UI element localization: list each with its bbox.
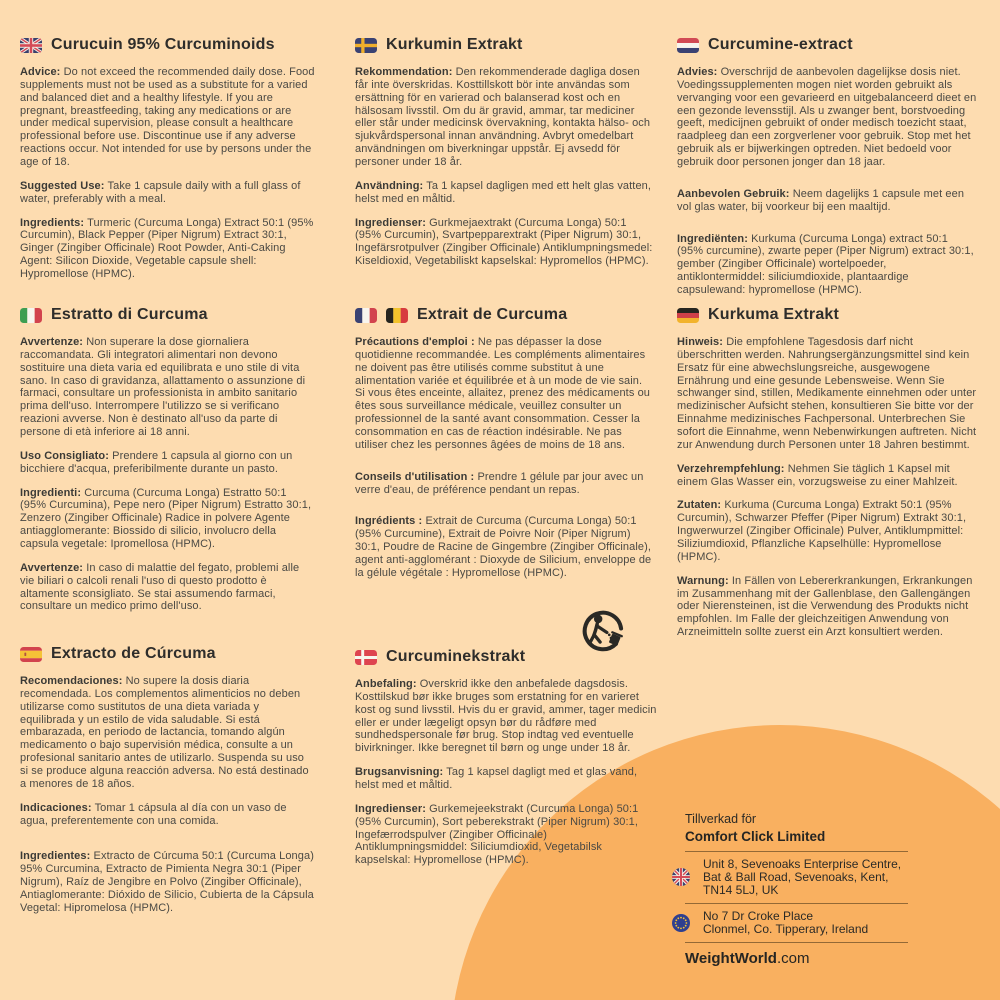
divider [685, 942, 908, 943]
ingredients-paragraph: Ingredienser: Gurkemejeekstrakt (Curcuma Longa) 50:1 (95% Curcumin), Sort peberekstrakt (Piper Nigrum) 30:1, Ingefærrodspulver (Zingiber Officinale) Antiklumpningsmiddel: Siliciumdioxid, Vegetabilsk kapselskal: Hypromellose (HPMC). [355, 802, 639, 867]
germany-flag-icon [677, 308, 699, 323]
eu-flag-round-icon [672, 914, 690, 932]
spain-flag-icon [20, 647, 42, 662]
netherlands-flag-icon [677, 38, 699, 53]
warning-paragraph: Avvertenze: In caso di malattie del fegato, problemi alle vie biliari o calcoli renali l'uso di questo prodotto è altamente sconsigliato. Se stai assumendo farmaci, consultare un medico primo dell'uso. [20, 561, 300, 613]
ingredients-paragraph: Zutaten: Kurkuma (Curcuma Longa) Extrakt 50:1 (95% Curcumin), Schwarzer Pfeffer (Piper Nigrum) Extrakt 30:1, Ingwerwurzel (Zingiber Officinale) Pulver, Antiklumpmittel: Siliziumdioxid, Pflanzliche Kapselhülle: Hypromellose (HPMC). [677, 499, 967, 563]
suggested-use-paragraph: Verzehrempfehlung: Nehmen Sie täglich 1 Kapsel mit einem Glas Wasser ein, vorzugsweise zu einer Mahlzeit. [677, 462, 958, 488]
uk-flag-round-icon [672, 868, 690, 886]
advice-paragraph: Recomendaciones: No supere la dosis diaria recomendada. Los complementos alimenticios no deben utilizarse como sustitutos de una dieta variada y equilibrada y un estilo de vida saludable. Si está embarazada, en periodo de lactancia, tomando algún medicamento o bajo supervisión médica, consulte a un profesional sanitario antes de utilizarlo. Suspenda su uso si se produce alguna reacción adversa. No está destinado a menores de 18 años. [20, 675, 309, 790]
suggested-use-paragraph: Uso Consigliato: Prendere 1 capsula al giorno con un bicchiere d'acqua, preferibilmente durante un pasto. [20, 449, 293, 475]
suggested-use-paragraph: Aanbevolen Gebruik: Neem dagelijks 1 capsule met een vol glas water, bij voorkeur bij een maaltijd. [677, 187, 965, 213]
block-title: Curcuminekstrakt [386, 648, 526, 665]
tidyman-litter-icon [578, 606, 628, 656]
manufacturer-info [672, 812, 912, 967]
suggested-use-paragraph: Indicaciones: Tomar 1 cápsula al día con un vaso de agua, preferentemente con una comida. [20, 801, 287, 827]
italy-flag-icon [20, 308, 42, 323]
block-french [355, 306, 655, 599]
uk-flag-icon [20, 38, 42, 53]
made-for-label: Tillverkad för [685, 812, 757, 826]
block-title: Kurkumin Extrakt [386, 36, 523, 53]
block-english [20, 36, 315, 292]
block-spanish [20, 645, 315, 926]
suggested-use-paragraph: Användning: Ta 1 kapsel dagligen med ett helt glas vatten, helst med en måltid. [355, 179, 652, 205]
suggested-use-paragraph: Conseils d'utilisation : Prendre 1 gélule par jour avec un verre d'eau, de préférence pendant un repas. [355, 470, 644, 496]
block-dutch [677, 36, 977, 316]
block-title: Kurkuma Extrakt [708, 306, 840, 323]
ingredients-paragraph: Ingrédients : Extrait de Curcuma (Curcuma Longa) 50:1 (95% Curcumine), Extrait de Poivre Noir (Piper Nigrum) 30:1, Poudre de Racine de Gingembre (Zingiber Officinale), agent anti-agglomérant : Dioxyde de Silicium, enveloppe de la gélule végétale : Hypromellose (HPMC). [355, 515, 652, 579]
block-title: Curucuin 95% Curcuminoids [51, 36, 275, 53]
block-title: Extracto de Cúrcuma [51, 645, 216, 662]
advice-paragraph: Rekommendation: Den rekommenderade dagliga dosen får inte överskridas. Kosttillskott bör inte användas som ersättning för en varierad och balanserad kost och en hälsosam livsstil. Om du är gravid, ammar, tar mediciner eller står under medicinsk övervakning, kontakta hälso- och sjukvårdspersonal innan användning. Avbryt omedelbart användningen om biverkningar uppstår. Ej avsedd för personer under 18 år. [355, 66, 651, 169]
block-italian [20, 306, 315, 624]
ingredients-paragraph: Ingredients: Turmeric (Curcuma Longa) Extract 50:1 (95% Curcumin), Black Pepper (Piper Nigrum) Extract 30:1, Ginger (Zingiber Officinale) Root Powder, Anti-Caking Agent: Silicon Dioxide, Vegetable capsule shell: Hypromellose (HPMC). [20, 216, 314, 281]
ingredients-paragraph: Ingredientes: Extracto de Cúrcuma 50:1 (Curcuma Longa) 95% Curcumina, Extracto de Pimienta Negra 30:1 (Piper Nigrum), Raíz de Jengibre en Polvo (Zingiber Officinale), Antiaglomerante: Dióxido de Silicio, Cubierta de la Cápsula Vegetal: Hipromelosa (HPMC). [20, 850, 314, 914]
eu-address-row [672, 904, 912, 942]
block-swedish [355, 36, 655, 279]
advice-paragraph: Hinweis: Die empfohlene Tagesdosis darf nicht überschritten werden. Nahrungsergänzungsmittel sind kein Ersatz für eine abwechslungsreiche, ausgewogene Ernährung und eine gesunde Lebensweise. Wenn Sie schwanger sind, stillen, Medikamente einnehmen oder unter medizinischer Aufsicht stehen, konsultieren Sie bitte vor der Einnahme medizinisches Fachpersonal. Unterbrechen Sie sofort die Einnahme, wenn Nebenwirkungen auftreten. Nicht zur Anwendung durch Personen unter 18 Jahren bestimmt. [677, 336, 977, 451]
advice-paragraph: Anbefaling: Overskrid ikke den anbefalede dagsdosis. Kosttilskud bør ikke bruges som erstatning for en varieret kost og sund livsstil. Hvis du er gravid, ammer, tager medicin eller er under lægeligt opsyn bør du rådføre med sundhedspersonale før brug. Stop indtag ved eventuelle bivirkninger. Ikke beregnet til børn og unge under 18 år. [355, 678, 657, 755]
eu-address: No 7 Dr Croke Place Clonmel, Co. Tipperary, Ireland [703, 908, 869, 936]
belgium-flag-icon [386, 308, 408, 323]
ingredients-paragraph: Ingredienti: Curcuma (Curcuma Longa) Estratto 50:1 (95% Curcumina), Pepe nero (Piper Nigrum) Estratto 30:1, Zenzero (Zingiber Officinale) Radice in polvere Agente antiagglomerante: Biossido di silicio, involucro della capsula vegetale: Ipromellosa (HPMC). [20, 486, 312, 551]
sweden-flag-icon [355, 38, 377, 53]
suggested-use-paragraph: Brugsanvisning: Tag 1 kapsel dagligt med et glas vand, helst med et måltid. [355, 766, 638, 792]
block-title: Curcumine-extract [708, 36, 853, 53]
suggested-use-paragraph: Suggested Use: Take 1 capsule daily with a full glass of water, preferably with a meal. [20, 179, 301, 205]
advice-paragraph: Advice: Do not exceed the recommended daily dose. Food supplements must not be used as a substitute for a varied and balanced diet and a healthy lifestyle. If you are pregnant, breastfeeding, taking any medications or are under medical supervision, please consult a healthcare professional before use. Discontinue use if any adverse reactions occur. Not intended for use by persons under the age of 18. [20, 66, 315, 169]
company-name: Comfort Click Limited [685, 829, 826, 844]
ingredients-paragraph: Ingrediënten: Kurkuma (Curcuma Longa) extract 50:1 (95% curcumine), zwarte peper (Piper Nigrum) extract 30:1, gember (Zingiber Officinale) wortelpoeder, antiklontermiddel: siliciumdioxide, plantaardige capsulewand: hypromellose (HPMC). [677, 232, 974, 297]
block-title: Extrait de Curcuma [417, 306, 568, 323]
block-danish [355, 648, 660, 878]
block-german [677, 306, 977, 650]
advice-paragraph: Avvertenze: Non superare la dose giornaliera raccomandata. Gli integratori alimentari non devono sostituire una dieta varia ed equilibrata e uno stile di vita sano. In caso di gravidanza, allattamento o assunzione di farmaci, consultare un professionista in ambito sanitario prima dell'uso. Interrompere l'utilizzo se si verificano reazioni avverse. Non è destinato all'uso da parte di persone di età inferiore ai 18 anni. [20, 336, 306, 439]
advice-paragraph: Précautions d'emploi : Ne pas dépasser la dose quotidienne recommandée. Les compléments alimentaires ne doivent pas être utilisés comme substitut à une alimentation variée et équilibrée et à un mode de vie sain. Si vous êtes enceinte, allaitez, prenez des médicaments ou êtes sous surveillance médicale, veuillez consulter un professionnel de la santé avant consommation. Cesser la consommation en cas de réaction indésirable. Ne pas utiliser chez les personnes âgées de moins de 18 ans. [355, 336, 651, 451]
france-flag-icon [355, 308, 377, 323]
brand-website: WeightWorld.com [685, 949, 810, 967]
uk-address-row [672, 852, 912, 903]
denmark-flag-icon [355, 650, 377, 665]
uk-address: Unit 8, Sevenoaks Enterprise Centre, Bat & Ball Road, Sevenoaks, Kent, TN14 5LJ, UK [703, 857, 902, 897]
block-title: Estratto di Curcuma [51, 306, 208, 323]
ingredients-paragraph: Ingredienser: Gurkmejaextrakt (Curcuma Longa) 50:1 (95% Curcumin), Svartpepparextrakt (Piper Nigrum) 30:1, Ingefärsrotpulver (Zingiber Officinale) Antiklumpningsmedel: Kiseldioxid, Vegetabiliskt kapselskal: Hypromellos (HPMC). [355, 216, 653, 268]
advice-paragraph: Advies: Overschrijd de aanbevolen dagelijkse dosis niet. Voedingssupplementen mogen niet worden gebruikt als vervanging voor een gevarieerd en uitgebalanceerd dieet en een gezonde levensstijl. Als u zwanger bent, borstvoeding geeft, medicijnen gebruikt of onder medisch toezicht staat, raadpleeg dan een zorgverlener voor gebruik. Stop met het gebruik als er bijwerkingen optreden. Niet bedoeld voor gebruik door personen jonger dan 18 jaar. [677, 66, 977, 169]
warning-paragraph: Warnung: In Fällen von Lebererkrankungen, Erkrankungen im Zusammenhang mit der Gallenblase, den Gallengängen oder Nierensteinen, ist die Verwendung des Produkts nicht empfohlen. Im Falle der gleichzeitigen Anwendung von Arzneimitteln sollte zuerst ein Arzt konsultiert werden. [677, 574, 973, 639]
